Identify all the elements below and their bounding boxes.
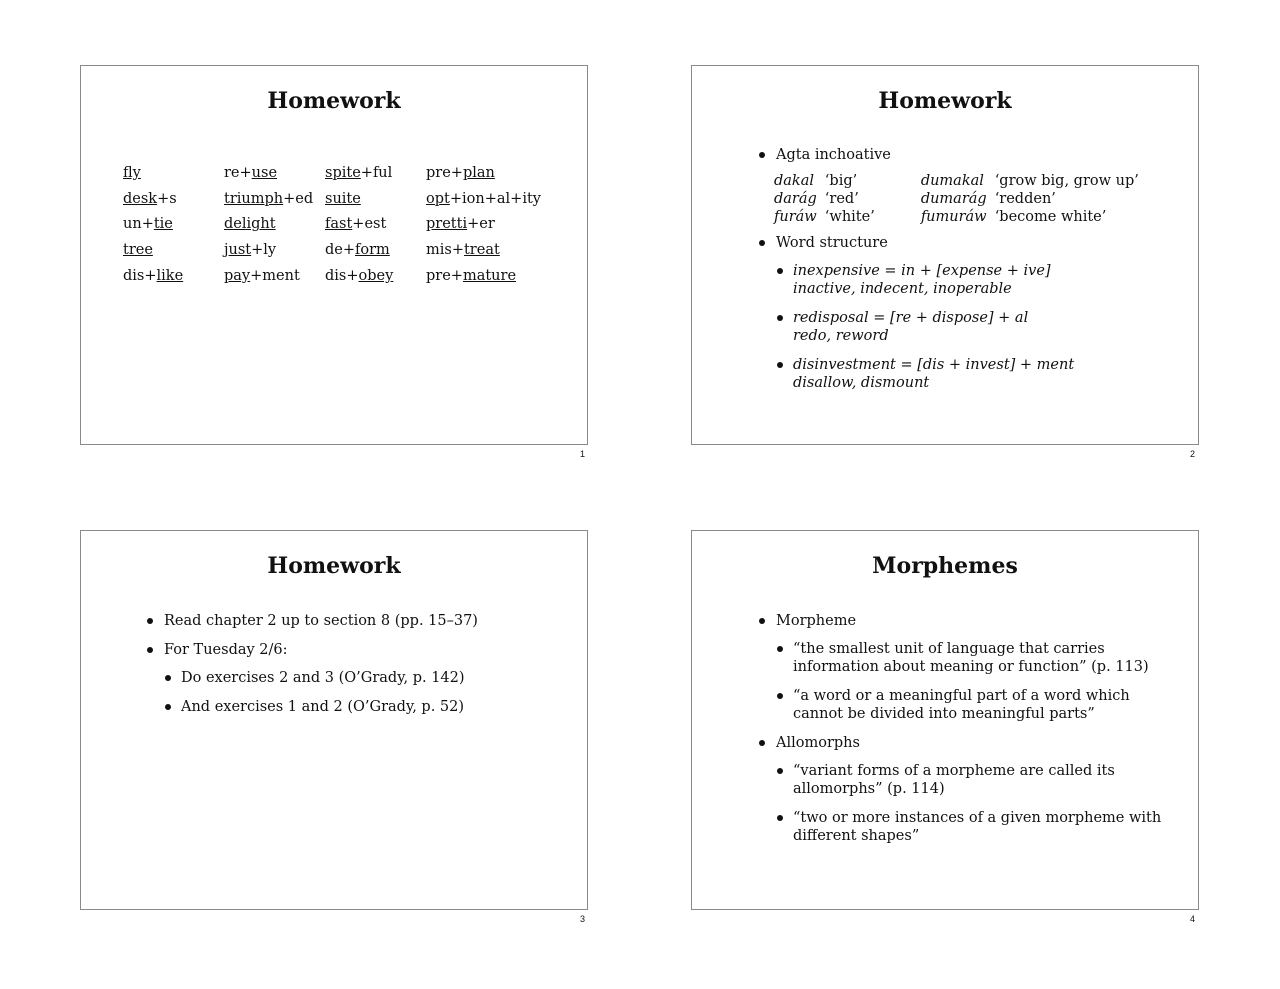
morpheme-part: dis (325, 268, 347, 285)
list-item (776, 809, 1186, 845)
quote-line: “the smallest unit of language that carries (793, 641, 1105, 657)
morpheme-root: just (224, 242, 252, 259)
morpheme-word (325, 242, 426, 258)
morpheme-part: + (484, 190, 497, 207)
table-cell: ‘red’ (824, 191, 859, 207)
morpheme-part: mis (426, 242, 452, 259)
morpheme-part: + (352, 216, 365, 233)
morpheme-word (426, 242, 527, 258)
morpheme-part: ful (372, 164, 393, 181)
morpheme-root: form (355, 242, 390, 259)
morpheme-word (426, 190, 541, 207)
bullet-text: Read chapter 2 up to section 8 (pp. 15–37) (164, 613, 478, 629)
morpheme-word (325, 268, 426, 284)
morpheme-root: suite (325, 190, 361, 207)
morpheme-word (123, 268, 224, 284)
grid-row (123, 212, 527, 238)
morpheme-part: dis (123, 268, 145, 285)
morpheme-part: de (325, 242, 343, 259)
examples-line: inactive, indecent, inoperable (793, 281, 1012, 297)
quote-line: cannot be divided into meaningful parts” (793, 706, 1095, 722)
morpheme-root: pay (224, 268, 251, 285)
slide-1 (80, 65, 588, 445)
morpheme-part: er (479, 216, 495, 233)
grid-row (123, 237, 527, 263)
morpheme-root: mature (462, 268, 517, 285)
list-item (164, 698, 574, 716)
morpheme-part: ment (262, 268, 300, 285)
table-cell: dakal (774, 173, 814, 189)
slide-title: Morphemes (872, 553, 1018, 579)
morpheme-part: + (283, 190, 296, 207)
morpheme-part: pre (426, 268, 451, 285)
sub-bullet-text: Do exercises 2 and 3 (O’Grady, p. 142) (181, 670, 465, 686)
table-cell: ‘big’ (824, 173, 858, 189)
table-cell: furáw (774, 209, 817, 225)
table-row (774, 172, 1147, 190)
agta-table (774, 172, 1147, 226)
morpheme-part: + (251, 242, 264, 259)
slide-2 (691, 65, 1199, 445)
morpheme-word (224, 165, 325, 181)
morpheme-word (224, 268, 325, 284)
morpheme-word (426, 268, 527, 284)
morpheme-root: tree (123, 242, 153, 259)
slide-3 (80, 530, 588, 910)
morpheme-part: + (450, 164, 463, 181)
morpheme-word (224, 216, 325, 232)
table-cell: ‘become white’ (994, 209, 1107, 225)
slide-title: Homework (267, 553, 401, 579)
bullet-morpheme (756, 612, 1186, 723)
morpheme-root: pretti (426, 216, 468, 233)
morpheme-root: plan (462, 164, 495, 181)
morpheme-word (325, 165, 426, 181)
slide-title: Homework (267, 88, 401, 114)
slide-title: Homework (878, 88, 1012, 114)
bullet-text: Agta inchoative (776, 147, 891, 163)
list-item (144, 641, 574, 716)
analysis-line: redisposal = [re + dispose] + al (793, 310, 1029, 326)
morpheme-root: desk (123, 190, 158, 207)
morpheme-word (224, 242, 325, 258)
quote-line: information about meaning or function” (p. 113) (793, 659, 1149, 675)
sub-bullet-text: And exercises 1 and 2 (O’Grady, p. 52) (181, 699, 465, 715)
morpheme-part: ed (295, 190, 314, 207)
morpheme-word (325, 191, 426, 207)
analysis-line: disinvestment = [dis + invest] + ment (793, 357, 1075, 373)
list-item (776, 262, 1186, 298)
bullet-agta-inchoative (756, 146, 1186, 226)
morpheme-part: ion (462, 190, 485, 207)
table-cell: darág (774, 191, 817, 207)
table-cell: ‘redden’ (994, 191, 1056, 207)
table-row (774, 208, 1147, 226)
quote-line: “two or more instances of a given morpheme with (793, 810, 1162, 826)
analysis-line: inexpensive = in + [expense + ive] (793, 263, 1051, 279)
morpheme-part: + (449, 190, 462, 207)
morpheme-part: + (450, 268, 463, 285)
list-item (776, 356, 1186, 392)
morpheme-root: opt (426, 190, 450, 207)
morpheme-word (123, 242, 224, 258)
morpheme-part: pre (426, 164, 451, 181)
page-number: 3 (580, 914, 586, 924)
morpheme-part: est (364, 216, 387, 233)
page-number: 4 (1190, 914, 1196, 924)
morpheme-root: use (251, 164, 278, 181)
morpheme-word (123, 191, 224, 207)
morpheme-part: s (169, 190, 177, 207)
list-item (776, 640, 1186, 676)
grid-row (123, 263, 527, 289)
morpheme-grid (123, 160, 541, 289)
quote-line: different shapes” (793, 828, 920, 844)
morpheme-root: fly (123, 164, 141, 181)
bullet-allomorphs (756, 734, 1186, 845)
morpheme-part: un (123, 216, 142, 233)
morpheme-word (123, 165, 224, 181)
morpheme-part: ity (522, 190, 541, 207)
morpheme-part: + (250, 268, 263, 285)
morpheme-root: treat (463, 242, 500, 259)
morpheme-part: + (451, 242, 464, 259)
grid-row (123, 160, 527, 186)
bullet-text: For Tuesday 2/6: (164, 642, 288, 658)
morpheme-root: obey (358, 268, 394, 285)
morpheme-root: like (156, 268, 184, 285)
bullet-text: Allomorphs (776, 735, 860, 751)
table-cell: ‘grow big, grow up’ (994, 173, 1139, 189)
table-cell: fumuráw (920, 209, 987, 225)
table-cell: dumakal (920, 173, 984, 189)
list-item (144, 612, 574, 630)
list-item (164, 669, 574, 687)
morpheme-part: + (360, 164, 373, 181)
page-number: 1 (580, 449, 586, 459)
morpheme-part: + (510, 190, 523, 207)
morpheme-part: + (346, 268, 359, 285)
morpheme-word (426, 216, 527, 232)
list-item (776, 762, 1186, 798)
morpheme-word (426, 165, 527, 181)
quote-line: “a word or a meaningful part of a word which (793, 688, 1130, 704)
grid-row (123, 186, 541, 212)
morpheme-part: + (467, 216, 480, 233)
page-number: 2 (1190, 449, 1196, 459)
morpheme-part: re (224, 164, 240, 181)
bullet-word-structure (756, 234, 1186, 392)
morpheme-root: delight (224, 216, 276, 233)
list-item (776, 309, 1186, 345)
morpheme-part: + (141, 216, 154, 233)
list-item (776, 687, 1186, 723)
table-cell: dumarág (920, 191, 987, 207)
slide-4 (691, 530, 1199, 910)
morpheme-part: + (239, 164, 252, 181)
quote-line: allomorphs” (p. 114) (793, 781, 945, 797)
morpheme-part: al (496, 190, 511, 207)
bullet-text: Word structure (776, 235, 888, 251)
table-row (774, 190, 1147, 208)
morpheme-word (325, 216, 426, 232)
bullet-text: Morpheme (776, 613, 857, 629)
table-cell: ‘white’ (824, 209, 875, 225)
morpheme-word (123, 216, 224, 232)
examples-line: disallow, dismount (793, 375, 930, 391)
morpheme-part: + (157, 190, 170, 207)
morpheme-root: spite (325, 164, 361, 181)
morpheme-word (224, 191, 325, 207)
morpheme-root: tie (153, 216, 173, 233)
morpheme-part: + (144, 268, 157, 285)
morpheme-root: fast (325, 216, 353, 233)
quote-line: “variant forms of a morpheme are called its (793, 763, 1115, 779)
morpheme-root: triumph (224, 190, 284, 207)
morpheme-part: ly (263, 242, 277, 259)
morpheme-part: + (342, 242, 356, 259)
examples-line: redo, reword (793, 328, 889, 344)
